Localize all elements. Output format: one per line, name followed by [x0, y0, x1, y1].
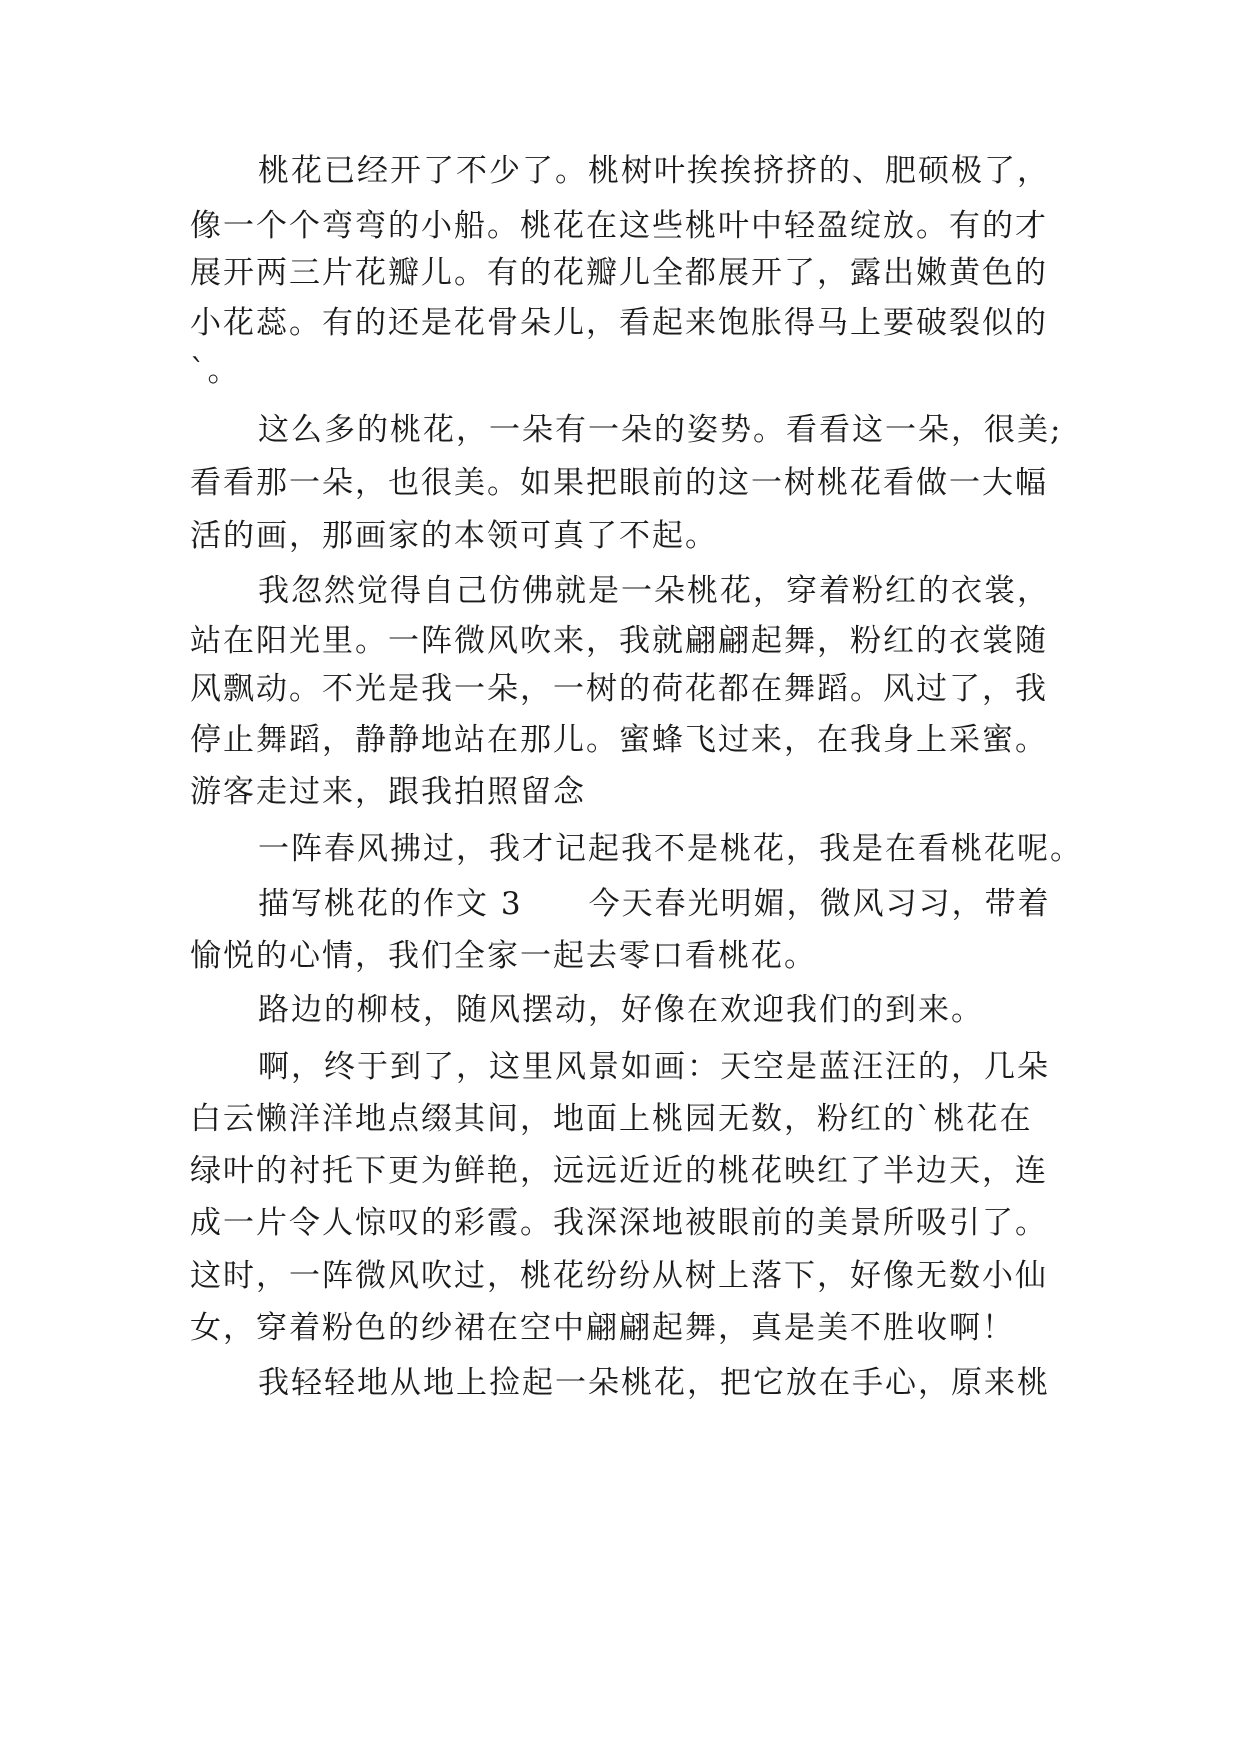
text-line: 描写桃花的作文 3 今天春光明媚，微风习习，带着 — [258, 886, 1051, 922]
text-line: 愉悦的心情，我们全家一起去零口看桃花。 — [190, 938, 817, 974]
text-line: 啊，终于到了，这里风景如画：天空是蓝汪汪的，几朵 — [258, 1049, 1050, 1085]
text-line: 成一片令人惊叹的彩霞。我深深地被眼前的美景所吸引了。 — [190, 1205, 1048, 1241]
text-line: 桃花已经开了不少了。桃树叶挨挨挤挤的、肥硕极了， — [258, 153, 1050, 189]
text-line: 我忽然觉得自己仿佛就是一朵桃花，穿着粉红的衣裳， — [258, 573, 1050, 609]
text-line: 像一个个弯弯的小船。桃花在这些桃叶中轻盈绽放。有的才 — [190, 208, 1048, 244]
text-line: 白云懒洋洋地点缀其间，地面上桃园无数，粉红的`桃花在 — [190, 1101, 1033, 1137]
text-line: 这么多的桃花，一朵有一朵的姿势。看看这一朵，很美; — [258, 412, 1063, 448]
text-line: 这时，一阵微风吹过，桃花纷纷从树上落下，好像无数小仙 — [190, 1258, 1048, 1294]
text-line: 站在阳光里。一阵微风吹来，我就翩翩起舞，粉红的衣裳随 — [190, 623, 1048, 659]
text-line: 风飘动。不光是我一朵，一树的荷花都在舞蹈。风过了，我 — [190, 671, 1048, 707]
text-line: 小花蕊。有的还是花骨朵儿，看起来饱胀得马上要破裂似的 — [190, 305, 1048, 341]
text-line: 我轻轻地从地上捡起一朵桃花，把它放在手心，原来桃 — [258, 1365, 1050, 1401]
text-line: 停止舞蹈，静静地站在那儿。蜜蜂飞过来，在我身上采蜜。 — [190, 722, 1048, 758]
text-line: 看看那一朵，也很美。如果把眼前的这一树桃花看做一大幅 — [190, 465, 1048, 501]
text-line: 活的画，那画家的本领可真了不起。 — [190, 518, 718, 554]
text-line: 展开两三片花瓣儿。有的花瓣儿全都展开了，露出嫩黄色的 — [190, 255, 1048, 291]
text-line: 一阵春风拂过，我才记起我不是桃花，我是在看桃花呢。 — [258, 831, 1083, 867]
text-line: 游客走过来，跟我拍照留念 — [190, 774, 586, 810]
text-line: 绿叶的衬托下更为鲜艳，远远近近的桃花映红了半边天，连 — [190, 1153, 1048, 1189]
text-line: 女，穿着粉色的纱裙在空中翩翩起舞，真是美不胜收啊！ — [190, 1310, 1015, 1346]
text-line: `。 — [190, 353, 241, 389]
text-line: 路边的柳枝，随风摆动，好像在欢迎我们的到来。 — [258, 992, 984, 1028]
